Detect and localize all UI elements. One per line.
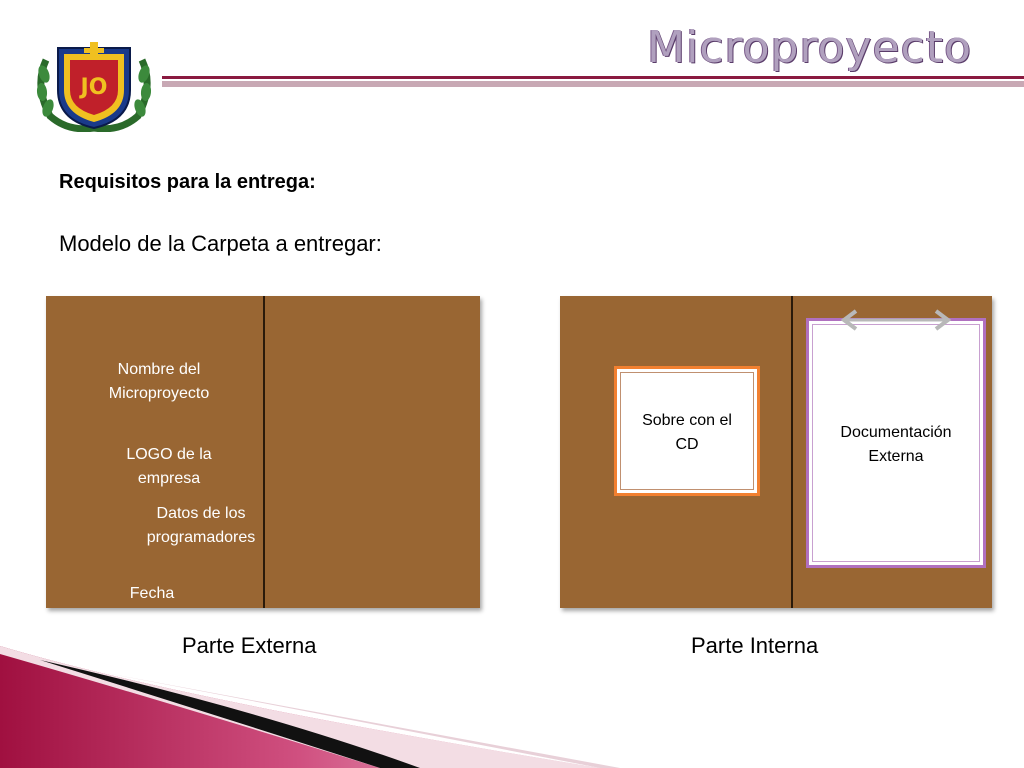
inner-part-caption: Parte Interna: [691, 633, 819, 658]
cd-envelope-label: Sobre con el CD: [642, 412, 732, 453]
folder-model-text: Modelo de la Carpeta a entregar:: [59, 231, 382, 256]
header-rule: [162, 76, 1024, 79]
folder-fold-line: [263, 296, 265, 608]
outer-part-caption: Parte Externa: [182, 633, 317, 658]
project-name-label: Nombre del Microproyecto: [108, 361, 210, 402]
requirements-heading: Requisitos para la entrega:: [59, 171, 316, 193]
cd-envelope-box: [614, 366, 760, 496]
decorative-swoosh: [0, 640, 620, 768]
programmers-label: Datos de los programadores: [146, 505, 256, 546]
external-documentation-box: [806, 318, 986, 568]
folder-fold-line: [791, 296, 793, 608]
date-label: Fecha: [129, 585, 175, 602]
svg-text:JO: JO: [80, 75, 108, 100]
school-crest-logo: [32, 40, 156, 132]
company-logo-label: LOGO de la empresa: [126, 446, 212, 487]
header-rule-shadow: [162, 81, 1024, 87]
documentation-label: Documentación Externa: [840, 424, 952, 465]
folder-outer-panel: [46, 296, 480, 608]
slide-title: Microproyecto: [647, 22, 972, 73]
width-double-arrow-icon: [838, 308, 954, 332]
